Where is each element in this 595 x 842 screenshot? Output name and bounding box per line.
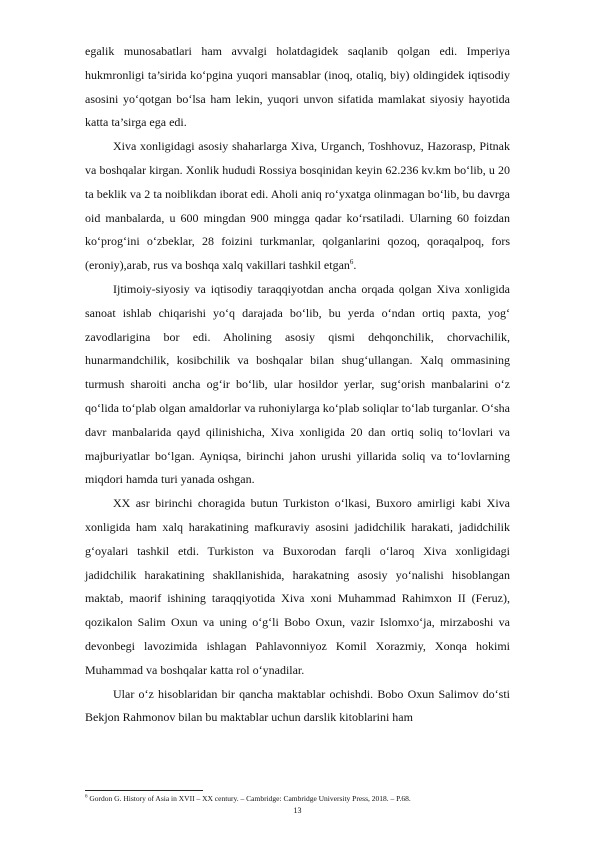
paragraph-2-end: .	[353, 258, 357, 273]
footnote-number: 6	[85, 794, 88, 800]
paragraph-1: egalik munosabatlari ham avvalgi holatdagidek saqlanib qolgan edi. Imperiya hukmronligi ta’sirida ko‘pgina yuqori mansablar (inoq, otaliq, biy) oldingidek iqtisodiy asosini yo‘qotgan bo‘lsa ham lekin, yuqori unvon sifatida mamlakat siyosiy hayotida katta ta’sirga ega edi.	[85, 44, 510, 130]
paragraph-5: Ular o‘z hisoblaridan bir qancha maktablar ochishdi. Bobo Oxun Salimov do‘sti Bekjon Rahmonov bilan bu maktablar uchun darslik kitoblarini ham	[85, 686, 510, 725]
footnote-text: Gordon G. History of Asia in XVII – XX century. – Cambridge: Cambridge University Press, 2018. – P.68.	[87, 794, 411, 803]
document-page	[85, 40, 510, 730]
paragraph-3: Ijtimoiy-siyosiy va iqtisodiy taraqqiyotdan ancha orqada qolgan Xiva xonligida sanoat ishlab chiqarishi yo‘q darajada bo‘lib, bu yerda o‘ndan ortiq paxta, yog‘ zavodlarigina bor edi. Aholining asosiy qismi dehqonchilik, chorvachilik, hunarmandchilik, kosibchilik va boshqalar bilan shug‘ullangan. Xalq ommasining turmush sharoiti ancha og‘ir bo‘lib, ular hosildor yerlar, sug‘orish manbalarini o‘z qo‘lida to‘plab olgan amaldorlar va ruhoniylarga ko‘plab soliqlar to‘lab turganlar. O‘sha davr manbalarida qayd qilinishicha, Xiva xonligida 20 dan ortiq soliq to‘lovlari va majburiyatlar bo‘lgan. Ayniqsa, birinchi jahon urushi yillarida soliq va to‘lovlarning miqdori hamda turi yanada oshgan.	[85, 281, 510, 487]
paragraph-2-text: Xiva xonligidagi asosiy shaharlarga Xiva, Urganch, Toshhovuz, Hazorasp, Pitnak va boshqalar kirgan. Xonlik hududi Rossiya bosqinidan keyin 62.236 kv.km bo‘lib, u 20 ta beklik va 2 ta noiblikdan iborat edi. Aholi aniq ro‘yxatga olinmagan bo‘lib, bu davrga oid manbalarda, u 600 mingdan 900 mingga qadar ko‘rsatiladi. Ularning 60 foizdan ko‘prog‘ini o‘zbeklar, 28 foizini turkmanlar, qolganlarini qozoq, qoraqalpoq, fors (eroniy),arab, rus va boshqa xalq vakillari tashkil etgan	[85, 139, 510, 273]
footnote-reference[interactable]: 6	[349, 258, 354, 267]
footnote-divider	[85, 790, 203, 791]
paragraph-2	[85, 135, 510, 278]
paragraph-4: XX asr birinchi choragida butun Turkiston o‘lkasi, Buxoro amirligi kabi Xiva xonligida ham xalq harakatining mafkuraviy asosini jadidchilik harakati, jadidchilik g‘oyalari tashkil etdi. Turkiston va Buxorodan farqli o‘laroq Xiva xonligidagi jadidchilik harakatining shakllanishida, harakatning asosiy yo‘nalishi hisoblangan maktab, maorif ishining taraqqiyotida Xiva xoni Muhammad Rahimxon II (Feruz), qozikalon Salim Oxun va uning o‘g‘li Bobo Oxun, vazir Islomxo‘ja, mirzaboshi va devonbegi lavozimida ishlagan Pahlavonniyoz Komil Xorazmiy, Xonqa hokimi Muhammad va boshqalar katta rol o‘ynadilar.	[85, 496, 510, 677]
page-number: 13	[293, 806, 302, 815]
footnote	[85, 794, 525, 804]
